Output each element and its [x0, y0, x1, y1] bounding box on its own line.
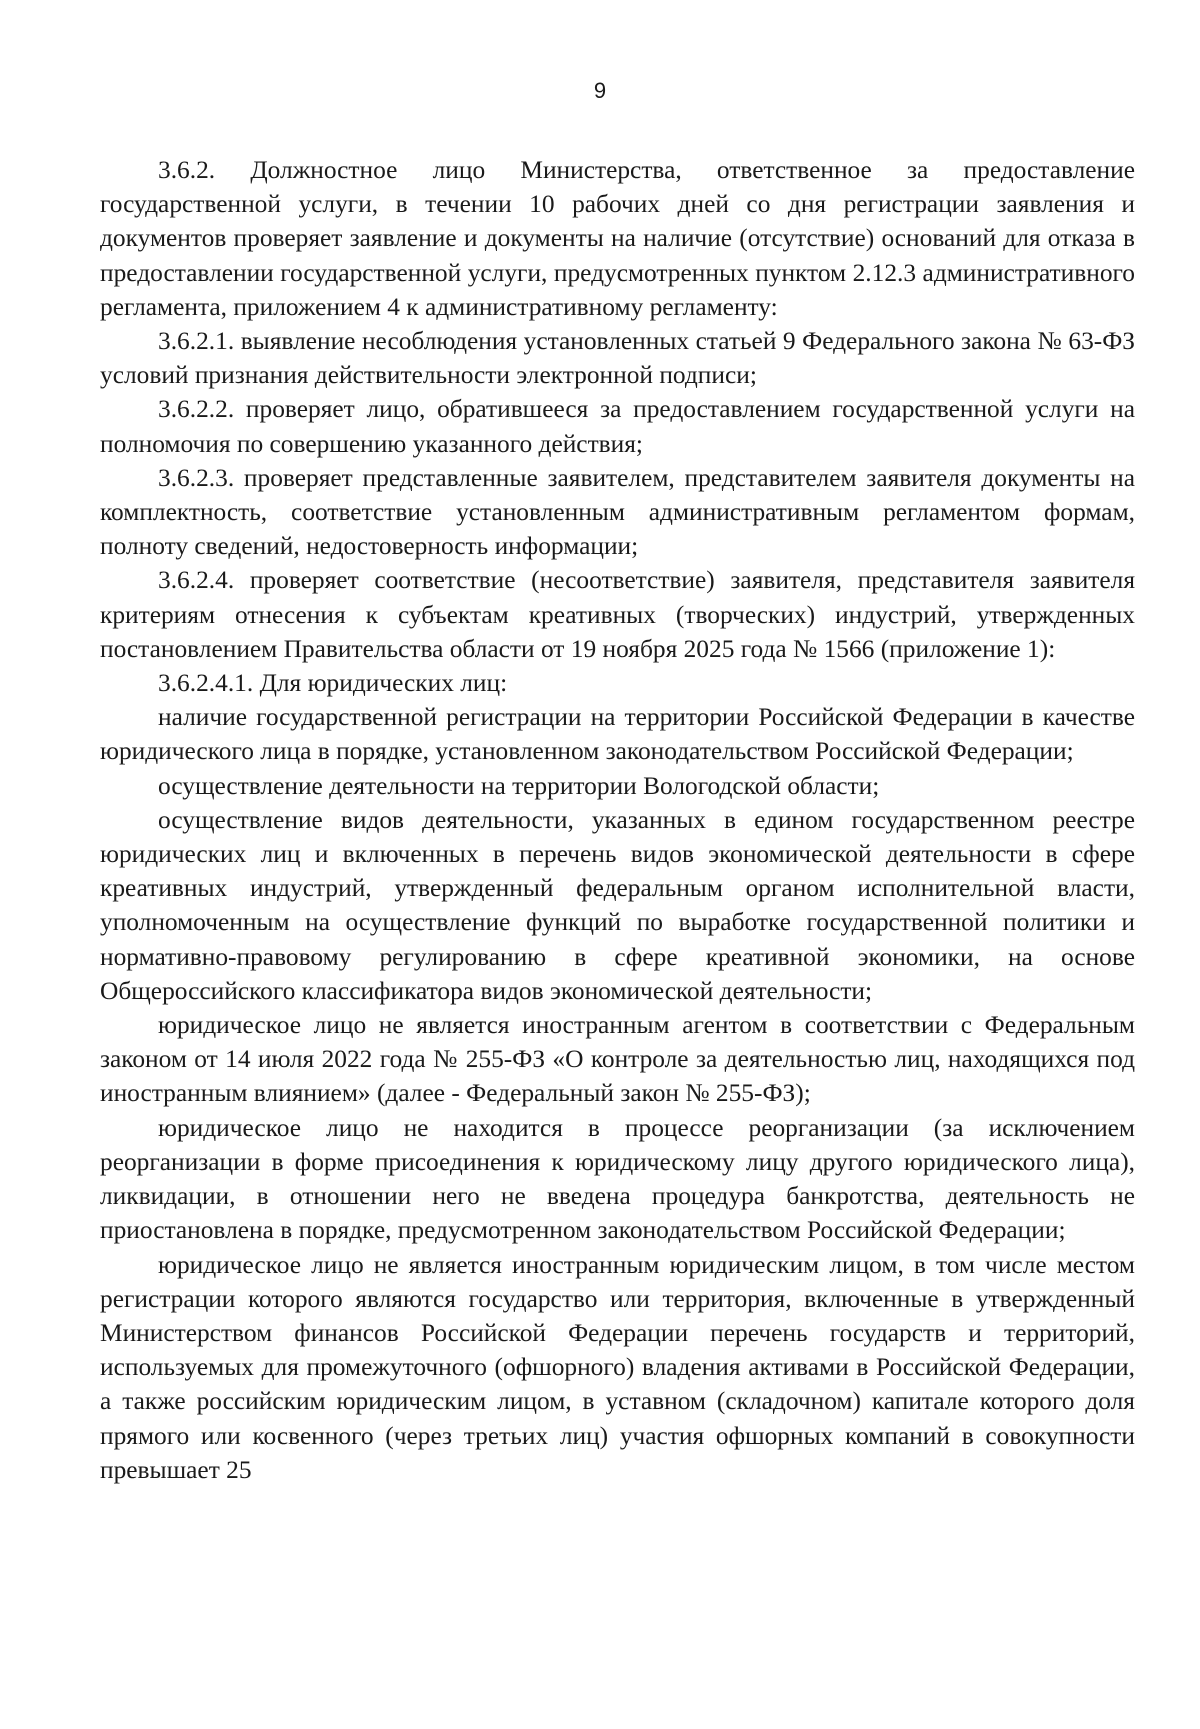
paragraph-state-registration: наличие государственной регистрации на территории Российской Федерации в качестве юридического лица в порядке, установленном законодательством Российской Федерации;: [100, 703, 1135, 766]
page-number: 9: [593, 78, 607, 103]
paragraph-reorganization: юридическое лицо не находится в процессе реорганизации (за исключением реорганизации в форме присоединения к юридическому лицу другого юридического лица), ликвидации, в отношении него не введена процедура банкротства, деятельность не приостановлена в порядке, предусмотренном законодательством Российской Федерации;: [100, 1113, 1135, 1245]
paragraph-offshore: юридическое лицо не является иностранным юридическим лицом, в том числе местом регистрации которого являются государство или территория, включенные в утвержденный Министерством финансов Российской Федерации перечень государств и территорий, используемых для промежуточного (офшорного) владения активами в Российской Федерации, а также российским юридическим лицом, в уставном (складочном) капитале которого доля прямого или косвенного (через третьих лиц) участия офшорных компаний в совокупности превышает 25: [100, 1250, 1135, 1484]
paragraph-3-6-2-4: 3.6.2.4. проверяет соответствие (несоответствие) заявителя, представителя заявителя критериям отнесения к субъектам креативных (творческих) индустрий, утвержденных постановлением Правительства области от 19 ноября 2025 года № 1566 (приложение 1):: [100, 566, 1135, 663]
paragraph-3-6-2-1: 3.6.2.1. выявление несоблюдения установленных статьей 9 Федерального закона № 63-ФЗ условий признания действительности электронной подписи;: [100, 327, 1135, 390]
paragraph-activity-types: осуществление видов деятельности, указанных в едином государственном реестре юридических лиц и включенных в перечень видов экономической деятельности в сфере креативных индустрий, утвержденный федеральным органом исполнительной власти, уполномоченным на осуществление функций по выработке государственной политики и нормативно-правовому регулированию в сфере креативной экономики, на основе Общероссийского классификатора видов экономической деятельности;: [100, 805, 1135, 1005]
paragraph-activity-territory: осуществление деятельности на территории Вологодской области;: [158, 771, 880, 800]
paragraph-3-6-2-2: 3.6.2.2. проверяет лицо, обратившееся за предоставлением государственной услуги на полномочия по совершению указанного действия;: [100, 395, 1135, 458]
paragraph-foreign-agent: юридическое лицо не является иностранным агентом в соответствии с Федеральным законом от 14 июля 2022 года № 255-ФЗ «О контроле за деятельностью лиц, находящихся под иностранным влиянием» (далее - Федеральный закон № 255-ФЗ);: [100, 1011, 1135, 1108]
paragraph-3-6-2-3: 3.6.2.3. проверяет представленные заявителем, представителем заявителя документы на комплектность, соответствие установленным административным регламентом формам, полноту сведений, недостоверность информации;: [100, 463, 1135, 561]
document-body: [100, 153, 1135, 1487]
paragraph-3-6-2: 3.6.2. Должностное лицо Министерства, ответственное за предоставление государственной услуги, в течении 10 рабочих дней со дня регистрации заявления и документов проверяет заявление и документы на наличие (отсутствие) оснований для отказа в предоставлении государственной услуги, предусмотренных пунктом 2.12.3 административного регламента, приложением 4 к административному регламенту:: [100, 156, 1135, 321]
paragraph-3-6-2-4-1: 3.6.2.4.1. Для юридических лиц:: [158, 669, 508, 698]
